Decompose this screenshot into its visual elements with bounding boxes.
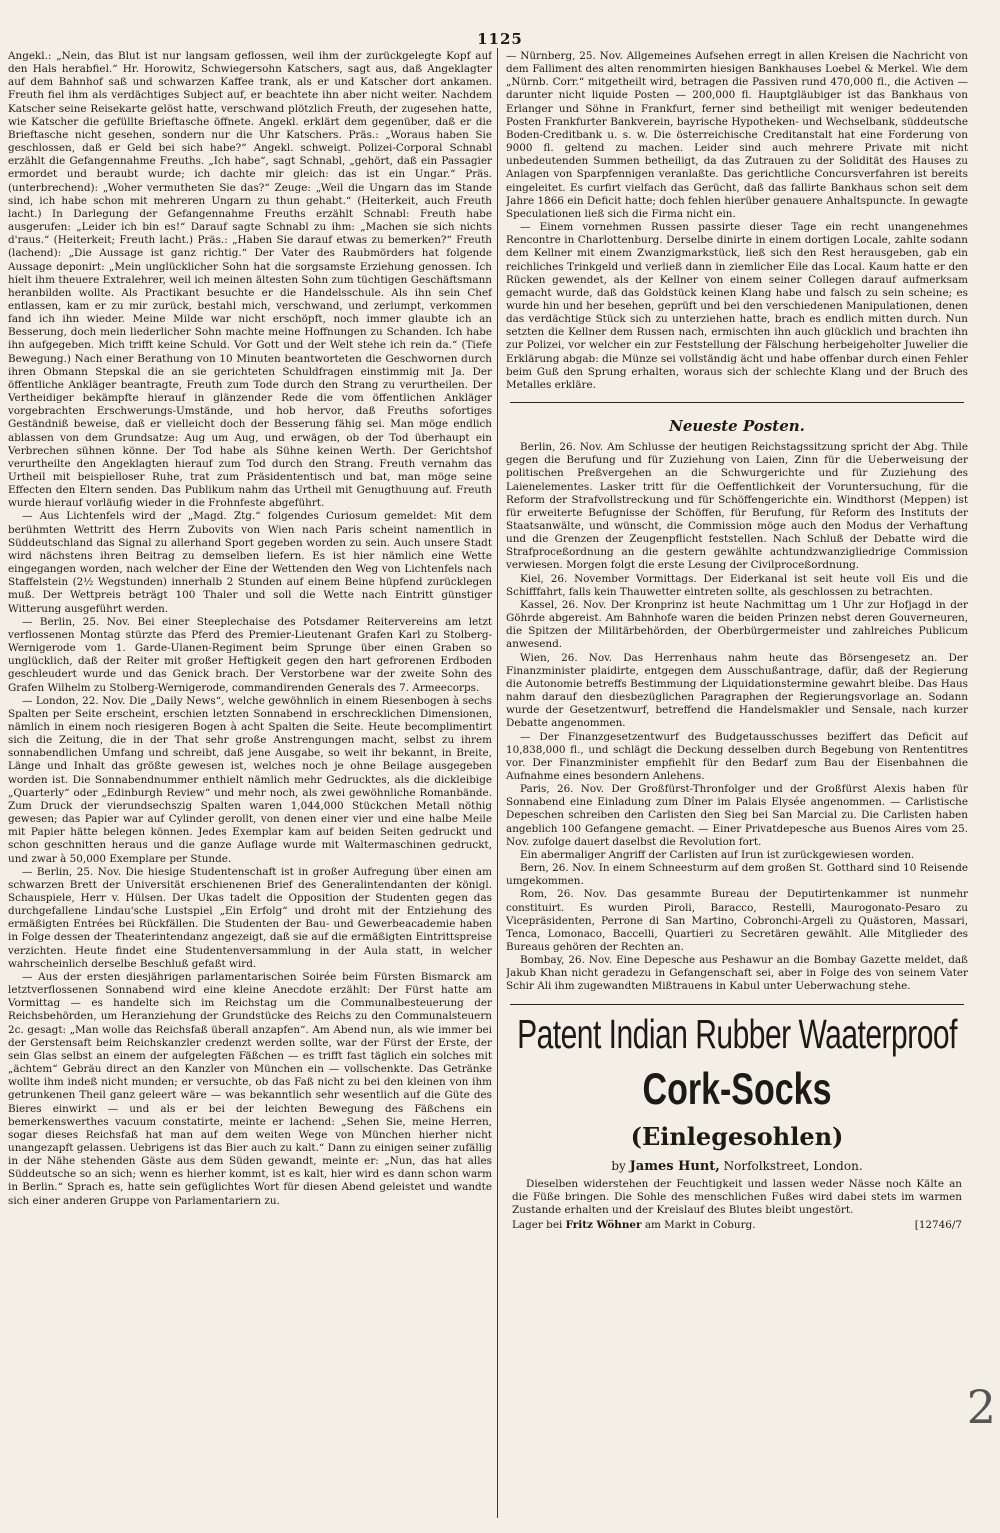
news-irun: Ein abermaliger Angriff der Carlisten auf Irun ist zurückgewiesen worden. [520, 848, 915, 861]
article-trial-report: Angekl.: „Nein, das Blut ist nur langsam geflossen, weil ihm der zurückgelegte Kopf auf den Hals herabfiel.“ Hr. Horowitz, Schwiegersohn Katschers, sagt aus, daß Angeklagter auf dem Bahnhof saß und schwarzen Kaffee trank, als er und Katscher dort ankamen. Freuth fiel ihm als verdächtiges Subject auf, er beachtete ihn aber nicht weiter. Nachdem Katscher seine Reisekarte gelöst hatte, verschwand plötzlich Freuth, der zugesehen hatte, wie Katscher die gefüllte Brieftasche öffnete. Angekl. erklärt dem gegenüber, daß er die Brieftasche nicht gesehen, sondern nur die Uhr Katschers. Präs.: „Woraus haben Sie geschlossen, daß er Geld bei sich habe?“ Angekl. schweigt. Polizei-Corporal Schnabl erzählt die Gefangennahme Freuths. „Ich habe“, sagt Schnabl, „gehört, daß ein Passagier ermordet und beraubt wurde; ich dachte mir gleich: das ist ein Ungar.“ Präs. (unterbrechend): „Woher vermutheten Sie das?“ Zeuge: „Weil die Ungarn das im Stande sind, ich habe schon mit mehreren Ungarn zu thun gehabt.“ (Heiterkeit, auch Freuth lacht.) In Darlegung der Gefangennahme Freuths erzählt Schnabl: Freuth habe ausgerufen: „Leider ich bin es!“ Darauf sagte Schnabl zu ihm: „Machen sie sich nichts d'raus.“ (Heiterkeit; Freuth lacht.) Präs.: „Haben Sie darauf etwas zu bemerken?“ Freuth (lachend): „Die Aussage ist ganz richtig.“ Der Vater des Raubmörders hat folgende Aussage deponirt: „Mein unglücklicher Sohn hat die sorgsamste Erziehung genossen. Ich hielt ihm theuere Extralehrer, weil ich meinen ältesten Sohn zum tüchtigen Geschäftsmann heranbilden wollte. Als Practikant besuchte er die Handelsschule. Als ihn sein Chef entlassen, kam er zu mir zurück, bestahl mich, verschwand, und zerlumpt, verkommen fand ich ihn wieder. Meine Milde war nicht erschöpft, noch immer glaubte ich an Besserung, doch mein liederlicher Sohn machte meine Hoffnungen zu Schanden. Ich habe ihn aufgegeben. Mich trifft keine Schuld. Vor Gott und der Welt stehe ich rein da.“ (Tiefe Bewegung.) Nach einer Berathung von 10 Minuten beantworteten die Geschwornen durch ihren Obmann Stepskal die an sie gerichteten Schuldfragen einstimmig mit Ja. Der öffentliche Ankläger beantragte, Freuth zum Tode durch den Strang zu verurtheilen. Der Vertheidiger bekämpfte hierauf in glänzender Rede die vom öffentlichen Ankläger vorgebrachten Erschwerungs-Umstände, und hob hervor, daß Freuths sofortiges Geständniß beweise, daß er vielleicht doch der Besserung fähig sei. Man möge endlich ablassen von dem Grundsatze: Aug um Aug, und erwägen, ob der Tod überhaupt ein Verbrechen sühnen könne. Der Tod habe als Sühne keinen Werth. Der Gerichtshof verurtheilte den Angeklagten hierauf zum Tod durch den Strang. Freuth vernahm das Urtheil mit beispielloser Ruhe, trat zum Präsidententisch und bat, man möge seine Effecten den Eltern senden. Das Publikum nahm das Urtheil mit Genugthuung auf. Freuth wurde hierauf vorläufig wieder in die Frohnfeste abgeführt. [8, 50, 492, 510]
article-london-daily-news: — London, 22. Nov. Die „Daily News“, welche gewöhnlich in einem Riesenbogen à sechs Spalten per Seite erscheint, erschien letzten Sonnabend in erschrecklichen Dimensionen, nämlich in einem noch riesigeren Bogen à acht Spalten die Seite. Heute becomplimentirt sich die Zeitung, die in der That sehr große Anstrengungen macht, selbst zu ihrem sonnabendlichen Umfang und schreibt, daß jene Ausgabe, so weit ihr bekannt, in Breite, Länge und Inhalt das größte gewesen ist, welches noch je ohne Beilage ausgegeben worden ist. Die Sonnabendnummer enthielt nämlich mehr Gedrucktes, als die dickleibige „Quarterly“ oder „Edinburgh Review“ und mehr noch, als zwei gewöhnliche Romanbände. Zum Druck der vierundsechszig Spalten waren 1,044,000 Stückchen Metall nöthig gewesen; das Papier war auf Cylinder gerollt, von denen einer vier und eine halbe Meile mit Papier hätte belegen können. Jedes Exemplar kam auf beiden Seiten gedruckt und schon geschnitten heraus und die ganze Auflage wurde mit Waltermaschinen gedruckt, und zwar à 50,000 Exemplare per Stunde. [8, 694, 492, 865]
ad-by-prefix: by [611, 1158, 626, 1173]
news-kassel: Kassel, 26. Nov. Der Kronprinz ist heute Nachmittag um 1 Uhr zur Hofjagd in der Göhrde abgereist. Am Bahnhofe waren die beiden Prinzen nebst deren Gouverneuren, die Spitzen der Militärbehörden, der Oberbürgermeister und zahlreiches Publicum anwesend. [506, 598, 968, 651]
ad-stock-suffix: am Markt in Coburg. [644, 1219, 756, 1232]
ad-description: Dieselben widerstehen der Feuchtigkeit und lassen weder Nässe noch Kälte an die Füße bringen. Die Sohle des menschlichen Fußes wird dabei stets im warmen Zustande erhalten und der Kreislauf des Blutes bleibt ungestört. [512, 1177, 962, 1216]
news-kiel: Kiel, 26. November Vormittags. Der Eiderkanal ist seit heute voll Eis und die Schifffahrt, falls kein Thauwetter eintreten sollte, als geschlossen zu betrachten. [506, 572, 968, 598]
news-heading: Neueste Posten. [669, 417, 805, 436]
news-rom: Rom, 26. Nov. Das gesammte Bureau der Deputirtenkammer ist nunmehr constituirt. Es wurden Piroli, Baracco, Restelli, Maurogonato-Pesaro zu Vicepräsidenten, Perrone di San Martino, Cobronchi-Argeli zu Quästoren, Massari, Tenca, Lomonaco, Baccelli, Quartieri zu Secretären gewählt. Alle Mitglieder des Bureaus gehören der Rechten an. [506, 888, 968, 953]
news-wien-finance: — Der Finanzgesetzentwurf des Budgetausschusses beziffert das Deficit auf 10,838,000 fl., und schlägt die Deckung desselben durch Begebung von Rententitres vor. Der Finanzminister empfiehlt für den Bedarf zum Bau der Eisenbahnen die Aufnahme eines besondern Anlehens. [506, 730, 968, 782]
article-nuernberg: — Nürnberg, 25. Nov. Allgemeines Aufsehen erregt in allen Kreisen die Nachricht von dem Falliment des alten renommirten hiesigen Bankhauses Loebel & Merkel. Wie dem „Nürnb. Corr.“ mitgetheilt wird, betragen die Passiven rund 470,000 fl., die Activen — darunter nicht liquide Posten — 200,000 fl. Hauptgläubiger ist das Bankhaus von Erlanger und Söhne in Frankfurt, ferner sind betheiligt mit weniger bedeutenden Posten Frankfurter Bankverein, bayrische Hypotheken- und Wechselbank, süddeutsche Boden-Creditbank u. s. w. Die österreichische Creditanstalt hat eine Forderung von 9000 fl. geltend zu machen. Leider sind auch mehrere Private mit nicht unbedeutenden Summen betheiligt, da das Zutrauen zu der Solidität des Hauses zu Anlagen von Sparpfennigen veranlaßte. Das gerichtliche Concursverfahren ist bereits eingeleitet. Es curfirt vielfach das Gerücht, daß das fallirte Bankhaus schon seit dem Jahre 1866 ein Deficit hatte; doch fehlen hierüber genauere Anhaltspuncte. In gewagte Speculationen ließ sich die Firma nicht ein. [506, 50, 968, 220]
column-divider [497, 48, 498, 1518]
ad-maker [506, 1159, 968, 1174]
ad-stock-name: Fritz Wöhner [565, 1219, 642, 1232]
ad-headline: Patent Indian Rubber Waaterproof [517, 1012, 957, 1058]
ad-maker-name: James Hunt, [629, 1158, 720, 1174]
right-column [506, 50, 968, 1515]
ad-rule [510, 1004, 964, 1005]
left-column [8, 50, 492, 1515]
news-paris: Paris, 26. Nov. Der Großfürst-Thronfolger und der Großfürst Alexis haben für Sonnabend eine Einladung zum Dîner im Palais Elysée angenommen. — Carlistische Depeschen schreiben den Carlisten den Sieg bei San Marcial zu. Die Carlisten haben angeblich 100 Gefangene gemacht. — Einer Privatdepesche aus Buenos Aires vom 25. Nov. zufolge dauert daselbst die Revolution fort. [506, 783, 968, 848]
article-lichtenfels: — Aus Lichtenfels wird der „Magd. Ztg.“ folgendes Curiosum gemeldet: Mit dem berühmten Wettritt des Herrn Zubovits von Wien nach Paris scheint namentlich in Süddeutschland das Signal zu allerhand Sport gegeben worden zu sein. Auch unsere Stadt wird nächstens ihren Beitrag zu demselben liefern. Es ist hier nämlich eine Wette eingegangen worden, nach welcher der Eine der Wettenden den Weg von Lichtenfels nach Staffelstein (2½ Wegstunden) innerhalb 2 Stunden auf einem Beine hüpfend zurücklegen muß. Der Wettpreis beträgt 100 Thaler und soll die Wette nach Eintritt günstiger Witterung ausgeführt werden. [8, 510, 492, 615]
advertisement [506, 1012, 968, 1232]
ad-reference: [12746/7 [914, 1219, 962, 1232]
ad-maker-address: Norfolkstreet, London. [723, 1158, 863, 1173]
handwritten-margin-note: 2 [966, 1380, 996, 1434]
section-rule [510, 402, 964, 403]
news-berlin: Berlin, 26. Nov. Am Schlusse der heutigen Reichstagssitzung spricht der Abg. Thile gegen die Berufung und für Zuziehung von Laien, Zinn für die Ueberweisung der politischen Preßvergehen an die Schwurgerichte und für Zuziehung des Laienelementes. Lasker tritt für die Oeffentlichkeit der Voruntersuchung, für die Reform der Strafvollstreckung und für Schöffengerichte ein. Windthorst (Meppen) ist für erweiterte Befugnisse der Schöffen, für Berufung, für Reform des Instituts der Staatsanwälte, und wünscht, die Commission möge auch den Modus der Verhaftung und die Grenzen der Zeugenpflicht feststellen. Nach Schluß der Debatte wird die Strafproceßordnung an die gestern gewählte achtundzwanzigliedrige Commission verwiesen. Morgen folgt die erste Lesung der Civilproceßordnung. [506, 441, 968, 572]
article-bismarck-soiree: — Aus der ersten diesjährigen parlamentarischen Soirée beim Fürsten Bismarck am letztverflossenen Sonnabend wird eine kleine Anecdote erzählt: Der Fürst hatte am Vormittag — es handelte sich im Reichstag um die Communalbesteuerung der Reichsbehörden, um Heranziehung der Grundstücke des Reichs zu den Communalsteuern 2c. gesagt: „Man wolle das Reichsfaß überall anzapfen“. Am Abend nun, als wie immer bei der Gerstensaft beim Reichskanzler credenzt werden sollte, war der Fürst der Erste, der sein Glas selbst an einem der aufgelegten Fäßchen — es trifft fast täglich ein solches mit „ächtem“ Gebräu direct an den Kanzler von München ein — vollschenkte. Das Getränke wollte ihm indeß nicht munden; er versuchte, ob das Faß nicht zu bei den kleinen von ihm getrunkenen Theil ganz geleert wäre — was bekanntlich sehr wesentlich auf die Güte des Bieres einwirkt — und als er bei der leichten Bewegung des Fäßchens ein bemerkenswerthes vacuum constatirte, meinte er lachend: „Sehen Sie, meine Herren, sogar dieses Reichsfaß hat man auf dem weiten Wege von München hierher nicht unangezapft gelassen. Uebrigens ist das Bier auch zu kalt.“ Dann zu einigen seiner zufällig in der Nähe stehenden Gäste aus dem Süden gewandt, meinte er: „Nun, das hat alles Süddeutsche so an sich; wenn es hierher kommt, ist es kalt, hier wird es dann schon warm in Berlin.“ Sprach es, hatte sein gefüglichtes Wort für diesen Abend geleistet und wandte sich einer anderen Gruppe von Parlamentariern zu. [8, 970, 492, 1207]
news-bombay: Bombay, 26. Nov. Eine Depesche aus Peshawur an die Bombay Gazette meldet, daß Jakub Khan nicht geradezu in Gefangenschaft sei, aber in Folge des von seinem Vater Schir Ali ihm zugewandten Mißtrauens in Kabul unter Ueberwachung stehe. [506, 954, 968, 993]
ad-product: Cork-Socks [642, 1064, 832, 1115]
page-number: 1125 [477, 30, 523, 48]
news-bern: Bern, 26. Nov. In einem Schneesturm auf dem großen St. Gotthard sind 10 Reisende umgekommen. [506, 862, 968, 888]
ad-stock-prefix: Lager bei [512, 1219, 563, 1232]
ad-subtitle: (Einlegesohlen) [630, 1121, 844, 1151]
news-wien: Wien, 26. Nov. Das Herrenhaus nahm heute das Börsengesetz an. Der Finanzminister plaidirte, entgegen dem Ausschußantrage, dafür, daß der Regierung die Autonomie betreffs Bestimmung der Liquidationstermine gewahrt bleibe. Das Haus nahm darauf den diesbezüglichen Paragraphen der Regierungsvorlage an. Sodann wurde der Gesetzentwurf, betreffend die Handelsmakler und Sensale, nach kurzer Debatte angenommen. [506, 651, 968, 730]
article-berlin-steeplechase: — Berlin, 25. Nov. Bei einer Steeplechaise des Potsdamer Reitervereins am letzt verflossenen Montag stürzte das Pferd des Premier-Lieutenant Grafen Karl zu Stolberg-Wernigerode vom 1. Garde-Ulanen-Regiment beim Sprunge über einen Graben so unglücklich, daß der Reiter mit großer Heftigkeit gegen den hart gefrorenen Erdboden geschleudert wurde und das Genick brach. Der Verstorbene war der zweite Sohn des Grafen Wilhelm zu Stolberg-Wernigerode, commandirenden Generals des 7. Armeecorps. [8, 615, 492, 694]
ad-stockist [512, 1219, 756, 1231]
article-berlin-students: — Berlin, 25. Nov. Die hiesige Studentenschaft ist in großer Aufregung über einen am schwarzen Brett der Universität erschienenen Brief des Generalintendanten der königl. Schauspiele, Herr v. Hülsen. Der Ukas tadelt die Opposition der Studenten gegen das durchgefallene Lindau'sche Lustspiel „Ein Erfolg“ und droht mit der Entziehung des ermäßigten Entrées bei Rückfällen. Die Studenten der Bau- und Gewerbeacademie haben in Folge dessen der Theaterintendanz angezeigt, daß sie auf die ermäßigten Eintrittspreise verzichten. Heute findet eine Studentenversammlung in der Aula statt, in welcher wahrscheinlich derselbe Beschluß gefaßt wird. [8, 865, 492, 970]
ad-footer [512, 1219, 962, 1231]
article-charlottenburg: — Einem vornehmen Russen passirte dieser Tage ein recht unangenehmes Rencontre in Charlottenburg. Derselbe dinirte in einem dortigen Locale, zahlte sodann dem Kellner mit einem Zwanzigmarkstück, ließ sich den Rest herausgeben, gab ein reichliches Trinkgeld und verließ dann in ziemlicher Eile das Local. Kaum hatte er den Rücken gewendet, als der Kellner von einem seiner Collegen darauf aufmerksam gemacht wurde, daß das Goldstück keinen Klang habe und falsch zu sein scheine; es wurde hin und her besehen, geprüft und bei den verschiedenen Manipulationen, denen das verdächtige Stück sich zu unterziehen hatte, brach es endlich mitten durch. Nun setzten die Kellner dem Russen nach, ermischten ihn auch glücklich und brachten ihn zur Polizei, vor welcher ein zur Feststellung der Fälschung herbeigeholter Juwelier die Erklärung abgab: die Münze sei vollständig ächt und habe offenbar durch einen Fehler beim Guß den Sprung erhalten, woraus sich der schlechte Klang und der Bruch des Metalles erkläre. [506, 221, 968, 391]
